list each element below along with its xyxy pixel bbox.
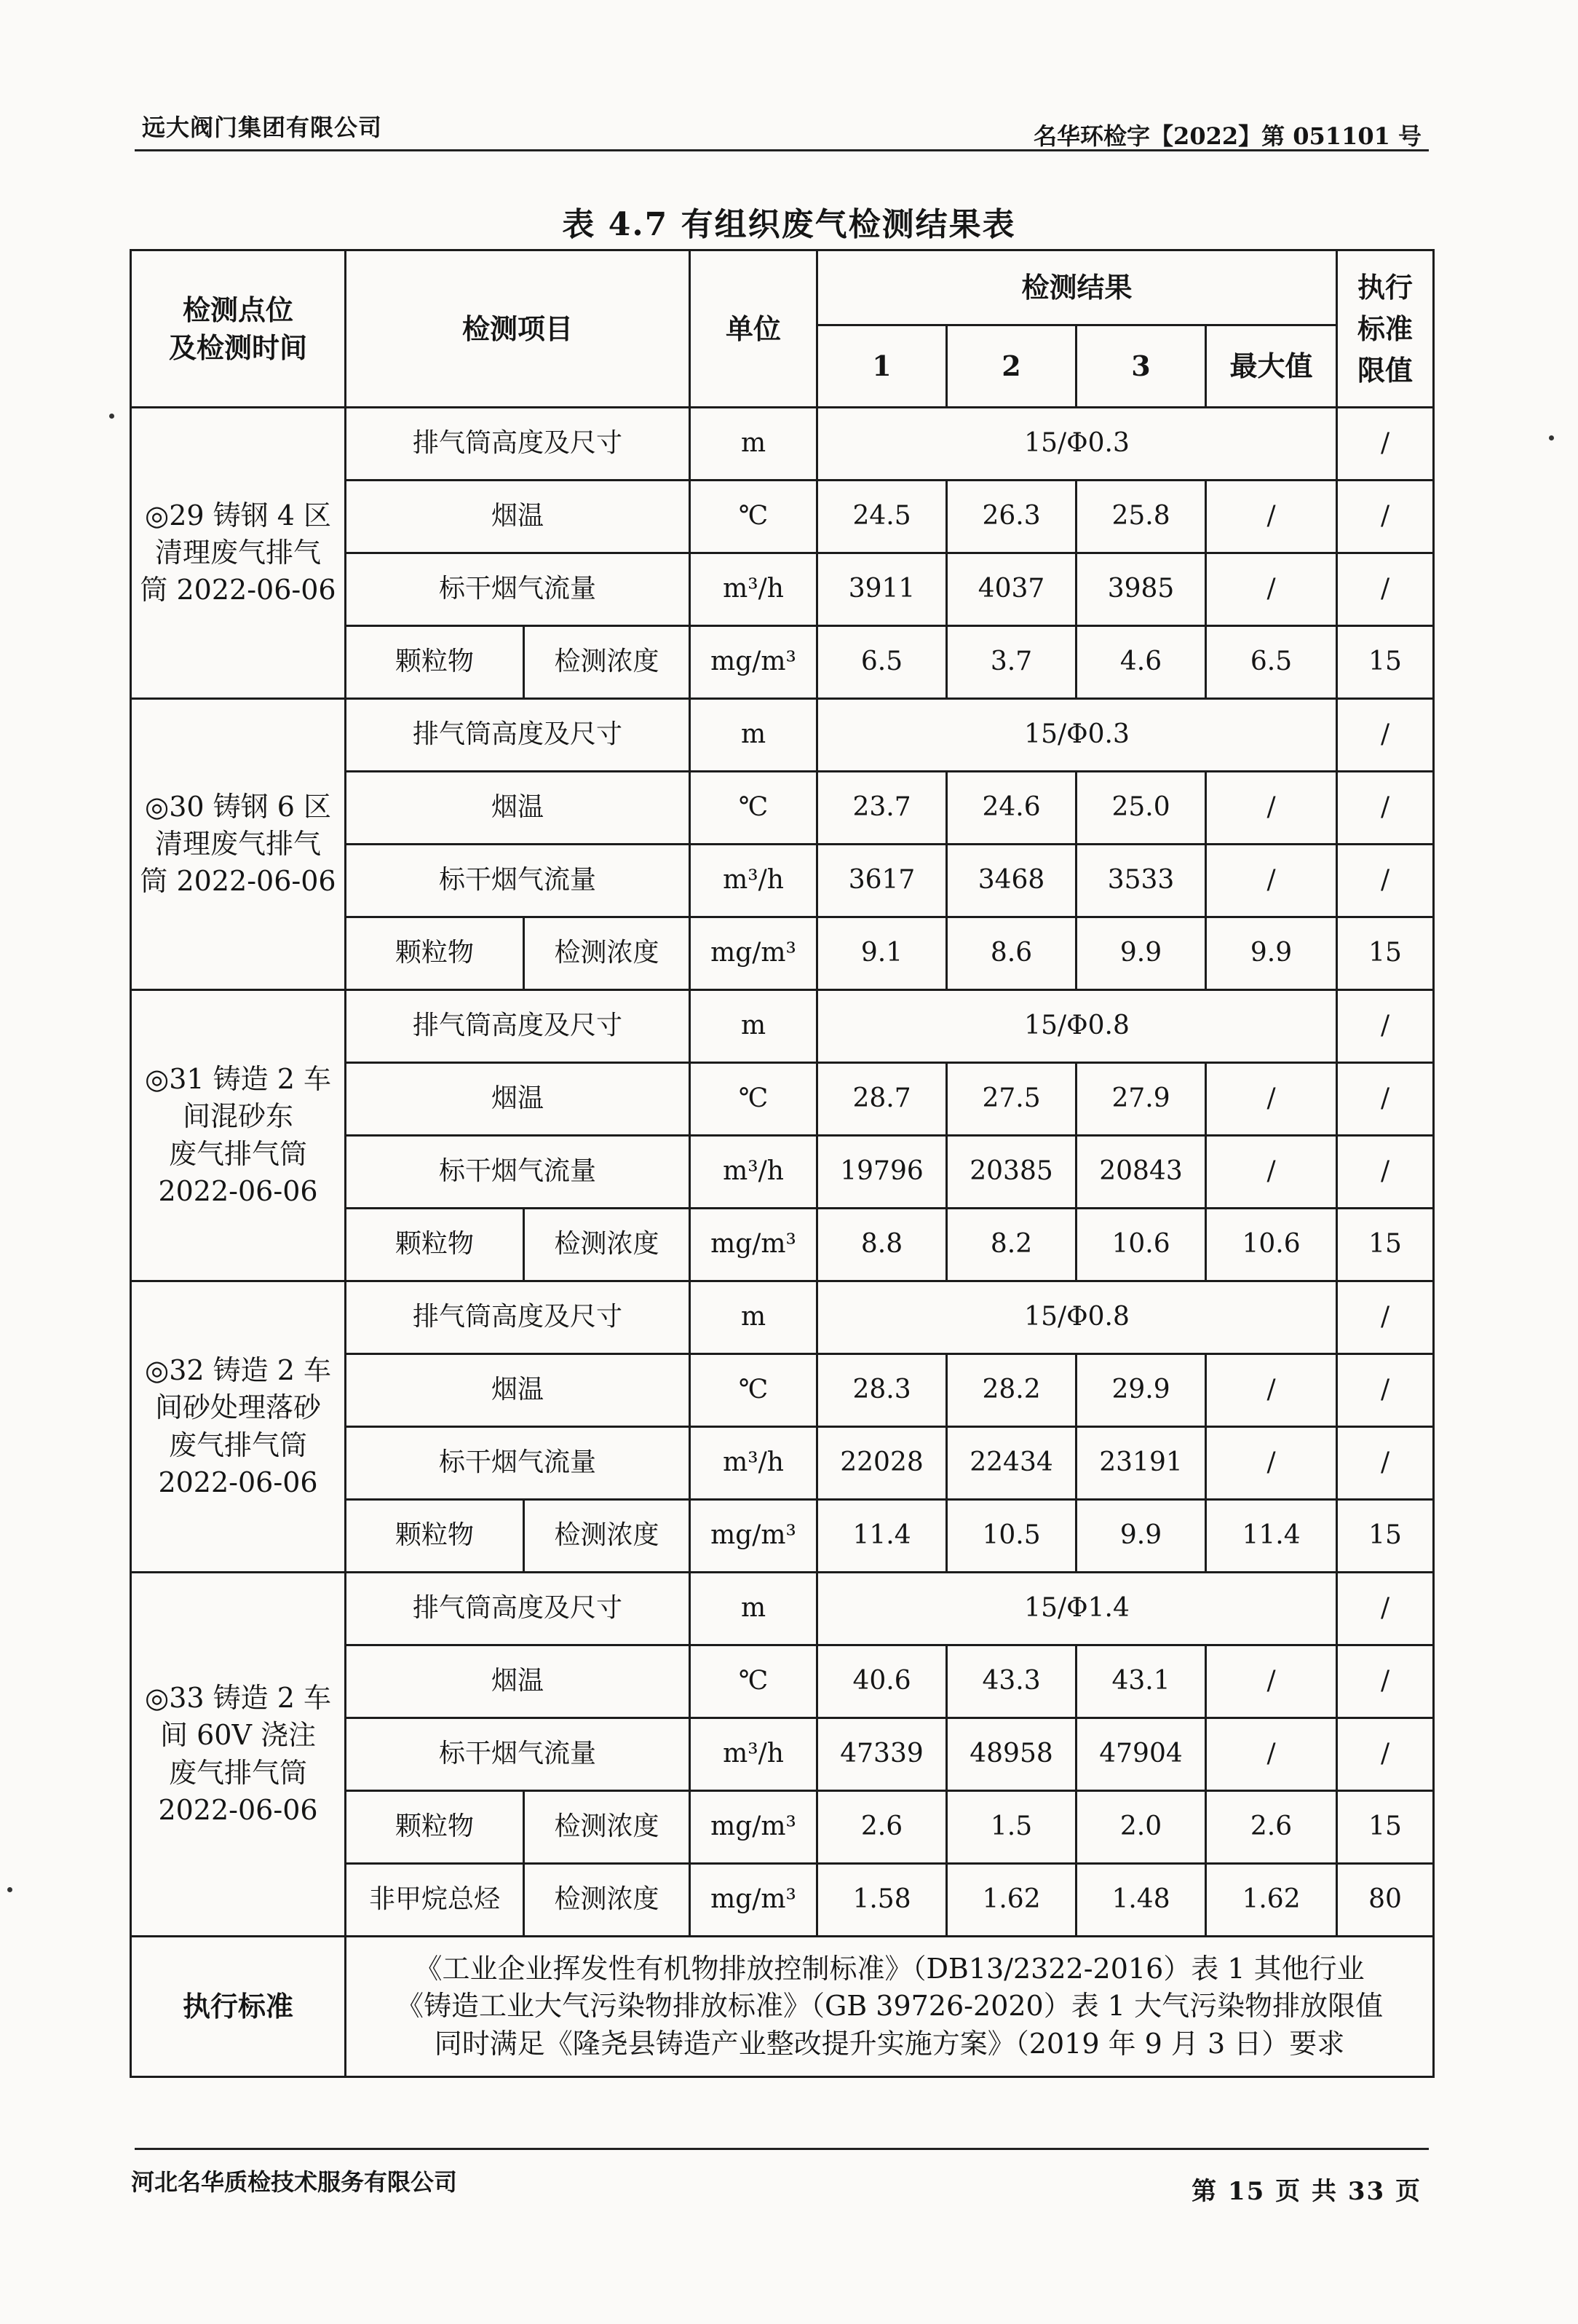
results-body [131,408,1434,1937]
result-2-cell: 1.62 [947,1864,1077,1937]
result-max-cell: / [1206,1354,1337,1427]
result-1-cell: 19796 [817,1136,947,1209]
item-sub-cell: 检测浓度 [524,1209,690,1281]
results-table [130,249,1435,2078]
item-cell: 排气筒高度及尺寸 [346,990,690,1063]
unit-cell: ℃ [690,1645,817,1718]
limit-cell: / [1337,1573,1434,1645]
result-3-cell: 10.6 [1077,1209,1206,1281]
header-results: 检测结果 [817,250,1337,325]
limit-cell: / [1337,1063,1434,1136]
table-row [131,699,1434,772]
result-max-cell: 2.6 [1206,1791,1337,1864]
limit-cell: / [1337,408,1434,481]
unit-cell: m³/h [690,1136,817,1209]
item-cell: 标干烟气流量 [346,1136,690,1209]
item-sub-cell: 检测浓度 [524,1864,690,1937]
limit-cell: / [1337,1718,1434,1791]
limit-cell: / [1337,845,1434,917]
unit-cell: m³/h [690,845,817,917]
result-max-cell: / [1206,845,1337,917]
limit-cell: 15 [1337,626,1434,699]
item-cell: 排气筒高度及尺寸 [346,699,690,772]
item-cell: 烟温 [346,1354,690,1427]
result-max-cell: 6.5 [1206,626,1337,699]
limit-cell: 15 [1337,917,1434,990]
result-3-cell: 27.9 [1077,1063,1206,1136]
result-2-cell: 26.3 [947,481,1077,553]
table-row [131,990,1434,1063]
header-result-2: 2 [947,325,1077,408]
result-1-cell: 1.58 [817,1864,947,1937]
result-max-cell: / [1206,1645,1337,1718]
result-1-cell: 28.3 [817,1354,947,1427]
limit-cell: / [1337,1354,1434,1427]
scan-speck [109,414,114,419]
item-cell: 标干烟气流量 [346,1427,690,1500]
station-cell: ◎33 铸造 2 车 间 60V 浇注 废气排气筒 2022-06-06 [131,1573,346,1937]
unit-cell: m [690,1573,817,1645]
limit-cell: / [1337,481,1434,553]
result-3-cell: 9.9 [1077,1500,1206,1573]
header-result-1: 1 [817,325,947,408]
result-1-cell: 23.7 [817,772,947,845]
result-3-cell: 1.48 [1077,1864,1206,1937]
unit-cell: m [690,990,817,1063]
result-max-cell: / [1206,1063,1337,1136]
header-unit: 单位 [690,250,817,408]
limit-cell: / [1337,1281,1434,1354]
limit-cell: / [1337,553,1434,626]
result-1-cell: 22028 [817,1427,947,1500]
scan-speck [1549,435,1554,440]
header-limit: 执行 标准 限值 [1337,250,1434,408]
item-cell: 颗粒物 [346,1500,524,1573]
result-2-cell: 8.2 [947,1209,1077,1281]
unit-cell: mg/m³ [690,1209,817,1281]
result-3-cell: 2.0 [1077,1791,1206,1864]
result-1-cell: 47339 [817,1718,947,1791]
result-3-cell: 20843 [1077,1136,1206,1209]
result-3-cell: 25.8 [1077,481,1206,553]
unit-cell: m³/h [690,1718,817,1791]
item-sub-cell: 检测浓度 [524,917,690,990]
result-3-cell: 47904 [1077,1718,1206,1791]
standard-label: 执行标准 [131,1937,346,2077]
result-2-cell: 48958 [947,1718,1077,1791]
item-cell: 颗粒物 [346,917,524,990]
footer-divider [135,2148,1429,2150]
unit-cell: mg/m³ [690,917,817,990]
result-3-cell: 3533 [1077,845,1206,917]
item-sub-cell: 检测浓度 [524,626,690,699]
unit-cell: m [690,1281,817,1354]
merged-result-cell: 15/Φ0.3 [817,408,1337,481]
result-max-cell: / [1206,1718,1337,1791]
result-1-cell: 8.8 [817,1209,947,1281]
result-2-cell: 3468 [947,845,1077,917]
result-3-cell: 25.0 [1077,772,1206,845]
header-item: 检测项目 [346,250,690,408]
limit-cell: / [1337,990,1434,1063]
header-result-max: 最大值 [1206,325,1337,408]
result-1-cell: 40.6 [817,1645,947,1718]
merged-result-cell: 15/Φ0.3 [817,699,1337,772]
unit-cell: ℃ [690,481,817,553]
limit-cell: 15 [1337,1500,1434,1573]
result-2-cell: 24.6 [947,772,1077,845]
unit-cell: ℃ [690,1354,817,1427]
item-sub-cell: 检测浓度 [524,1791,690,1864]
result-1-cell: 28.7 [817,1063,947,1136]
result-2-cell: 28.2 [947,1354,1077,1427]
item-cell: 排气筒高度及尺寸 [346,1281,690,1354]
result-1-cell: 9.1 [817,917,947,990]
item-cell: 排气筒高度及尺寸 [346,1573,690,1645]
result-max-cell: / [1206,553,1337,626]
table-row [131,1573,1434,1645]
scan-speck [7,1887,12,1892]
header-divider [135,149,1429,151]
station-cell: ◎29 铸钢 4 区 清理废气排气 筒 2022-06-06 [131,408,346,699]
item-cell: 颗粒物 [346,1791,524,1864]
result-1-cell: 3617 [817,845,947,917]
result-1-cell: 2.6 [817,1791,947,1864]
item-cell: 非甲烷总烃 [346,1864,524,1937]
limit-cell: / [1337,1136,1434,1209]
unit-cell: mg/m³ [690,626,817,699]
result-max-cell: / [1206,1136,1337,1209]
result-2-cell: 4037 [947,553,1077,626]
result-2-cell: 20385 [947,1136,1077,1209]
item-cell: 烟温 [346,1645,690,1718]
unit-cell: m³/h [690,553,817,626]
station-cell: ◎32 铸造 2 车 间砂处理落砂 废气排气筒 2022-06-06 [131,1281,346,1573]
item-cell: 烟温 [346,772,690,845]
limit-cell: 15 [1337,1791,1434,1864]
standard-line: 同时满足《隆尧县铸造产业整改提升实施方案》（2019 年 9 月 3 日）要求 [434,2027,1345,2060]
result-3-cell: 43.1 [1077,1645,1206,1718]
merged-result-cell: 15/Φ1.4 [817,1573,1337,1645]
result-2-cell: 27.5 [947,1063,1077,1136]
item-cell: 标干烟气流量 [346,845,690,917]
result-1-cell: 24.5 [817,481,947,553]
table-row [131,1281,1434,1354]
result-2-cell: 10.5 [947,1500,1077,1573]
result-max-cell: 1.62 [1206,1864,1337,1937]
item-cell: 排气筒高度及尺寸 [346,408,690,481]
item-sub-cell: 检测浓度 [524,1500,690,1573]
unit-cell: m [690,699,817,772]
result-max-cell: 9.9 [1206,917,1337,990]
result-1-cell: 6.5 [817,626,947,699]
item-cell: 标干烟气流量 [346,1718,690,1791]
result-2-cell: 22434 [947,1427,1077,1500]
footer-page-number: 第 15 页 共 33 页 [1192,2177,1422,2206]
header-result-3: 3 [1077,325,1206,408]
unit-cell: m³/h [690,1427,817,1500]
table-title: 表 4.7 有组织废气检测结果表 [562,206,1016,243]
result-3-cell: 3985 [1077,553,1206,626]
result-max-cell: 11.4 [1206,1500,1337,1573]
result-3-cell: 29.9 [1077,1354,1206,1427]
unit-cell: mg/m³ [690,1791,817,1864]
merged-result-cell: 15/Φ0.8 [817,990,1337,1063]
footer-company: 河北名华质检技术服务有限公司 [131,2168,458,2196]
result-3-cell: 9.9 [1077,917,1206,990]
item-cell: 烟温 [346,481,690,553]
limit-cell: 80 [1337,1864,1434,1937]
result-max-cell: / [1206,1427,1337,1500]
unit-cell: ℃ [690,1063,817,1136]
header-station: 检测点位 及检测时间 [131,250,346,408]
limit-cell: / [1337,772,1434,845]
result-1-cell: 3911 [817,553,947,626]
limit-cell: 15 [1337,1209,1434,1281]
station-cell: ◎30 铸钢 6 区 清理废气排气 筒 2022-06-06 [131,699,346,990]
item-cell: 标干烟气流量 [346,553,690,626]
result-2-cell: 1.5 [947,1791,1077,1864]
merged-result-cell: 15/Φ0.8 [817,1281,1337,1354]
result-max-cell: 10.6 [1206,1209,1337,1281]
result-1-cell: 11.4 [817,1500,947,1573]
unit-cell: mg/m³ [690,1500,817,1573]
header-company: 远大阀门集团有限公司 [142,114,383,141]
item-cell: 颗粒物 [346,626,524,699]
header-report-number: 名华环检字【2022】第 051101 号 [1034,122,1422,150]
item-cell: 颗粒物 [346,1209,524,1281]
standard-line: 《工业企业挥发性有机物排放控制标准》（DB13/2322-2016）表 1 其他行业 [414,1953,1365,1985]
standard-text [346,1937,1434,2077]
unit-cell: mg/m³ [690,1864,817,1937]
standard-line: 《铸造工业大气污染物排放标准》（GB 39726-2020）表 1 大气污染物排放限值 [395,1990,1384,2023]
item-cell: 烟温 [346,1063,690,1136]
station-cell: ◎31 铸造 2 车 间混砂东 废气排气筒 2022-06-06 [131,990,346,1281]
limit-cell: / [1337,699,1434,772]
unit-cell: ℃ [690,772,817,845]
result-max-cell: / [1206,481,1337,553]
limit-cell: / [1337,1427,1434,1500]
limit-cell: / [1337,1645,1434,1718]
result-3-cell: 23191 [1077,1427,1206,1500]
table-row [131,408,1434,481]
result-2-cell: 8.6 [947,917,1077,990]
unit-cell: m [690,408,817,481]
result-max-cell: / [1206,772,1337,845]
result-2-cell: 43.3 [947,1645,1077,1718]
result-3-cell: 4.6 [1077,626,1206,699]
result-2-cell: 3.7 [947,626,1077,699]
